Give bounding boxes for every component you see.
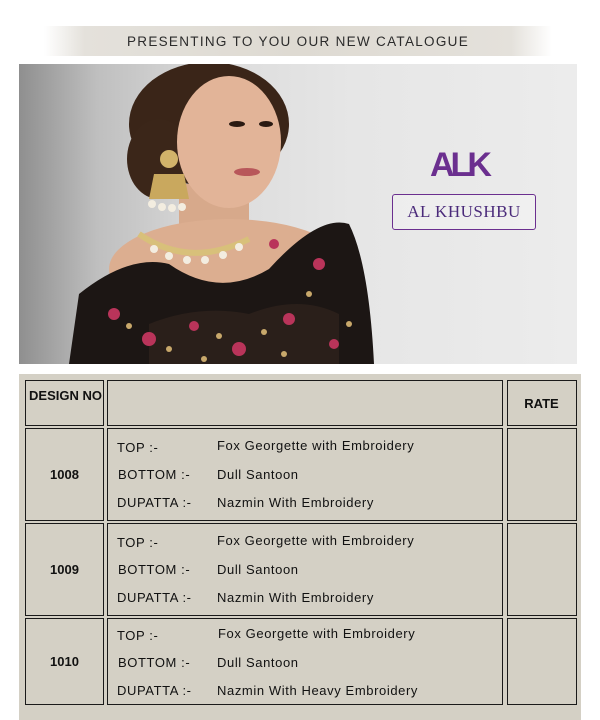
- row-value: Nazmin With Embroidery: [217, 495, 374, 510]
- table-row-rate: [507, 428, 577, 521]
- row-label: TOP :-: [117, 628, 159, 643]
- hero-photo: [19, 64, 577, 364]
- banner-text: PRESENTING TO YOU OUR NEW CATALOGUE: [126, 33, 470, 49]
- header-rate: [507, 380, 577, 426]
- design-no-value: 1010: [50, 654, 79, 669]
- row-label: DUPATTA :-: [117, 590, 192, 605]
- row-value: Fox Georgette with Embroidery: [218, 626, 416, 641]
- header-design-no: [25, 380, 104, 426]
- row-label: BOTTOM :-: [118, 655, 191, 670]
- table-row-design-no: [25, 428, 104, 521]
- table-row-design-no: [25, 523, 104, 616]
- table-row-rate: [507, 618, 577, 705]
- row-value: Nazmin With Heavy Embroidery: [217, 683, 419, 698]
- design-no-value: 1009: [50, 562, 79, 577]
- row-label: TOP :-: [117, 440, 159, 455]
- catalogue-banner: [44, 26, 552, 56]
- row-value: Fox Georgette with Embroidery: [217, 438, 415, 453]
- catalogue-table: [19, 374, 581, 720]
- row-value: Fox Georgette with Embroidery: [217, 533, 415, 548]
- design-no-value: 1008: [50, 467, 79, 482]
- row-value: Dull Santoon: [217, 655, 299, 670]
- table-row-details: [107, 523, 503, 616]
- header-details: [107, 380, 503, 426]
- header-design-no-label: DESIGN NO: [29, 388, 102, 403]
- row-label: TOP :-: [117, 535, 159, 550]
- brand-logo-name: AL KHUSHBU: [392, 194, 536, 230]
- row-value: Dull Santoon: [217, 467, 299, 482]
- row-value: Nazmin With Embroidery: [217, 590, 374, 605]
- table-row-details: [107, 428, 503, 521]
- row-label: BOTTOM :-: [118, 562, 191, 577]
- row-label: DUPATTA :-: [117, 495, 192, 510]
- row-value: Dull Santoon: [217, 562, 299, 577]
- brand-logo-mark: ALK: [430, 146, 488, 184]
- header-rate-label: RATE: [524, 396, 559, 411]
- row-label: DUPATTA :-: [117, 683, 192, 698]
- table-row-details: [107, 618, 503, 705]
- row-label: BOTTOM :-: [118, 467, 191, 482]
- table-row-rate: [507, 523, 577, 616]
- table-row-design-no: [25, 618, 104, 705]
